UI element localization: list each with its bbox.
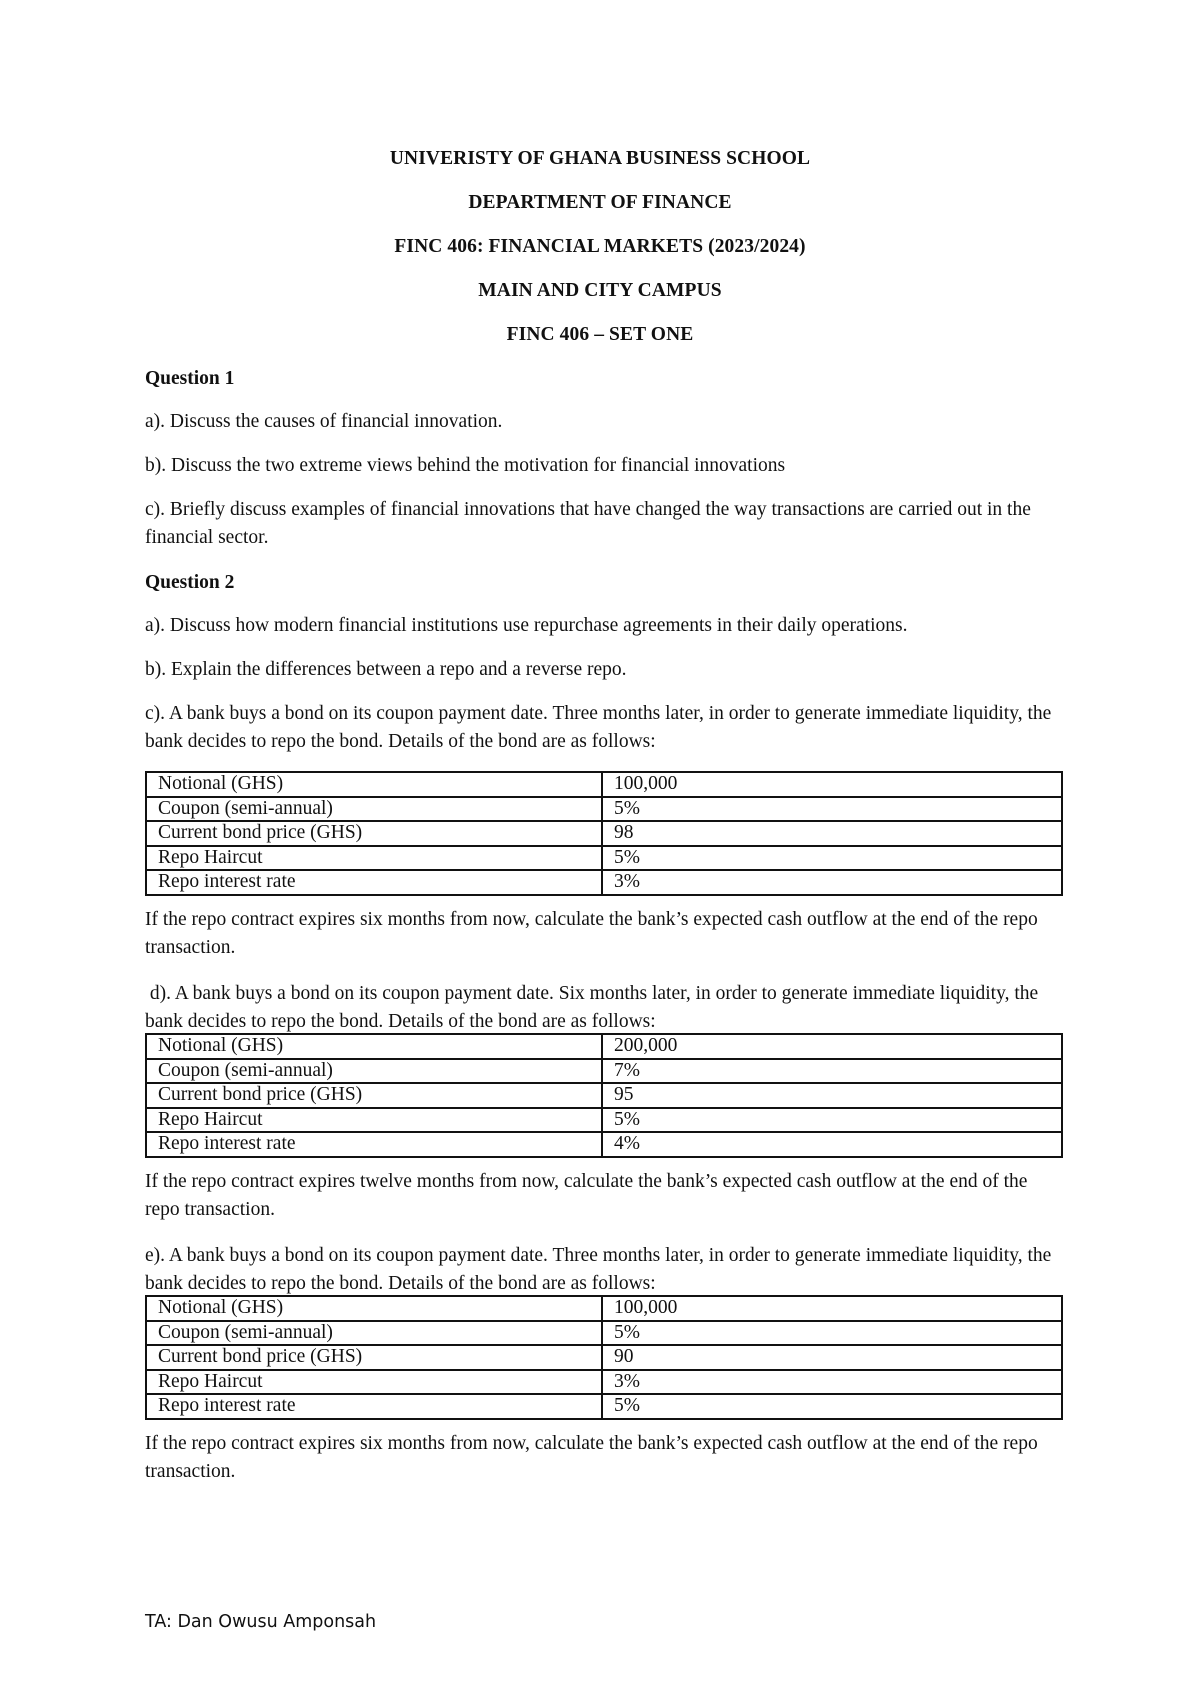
table-row [146,1083,1062,1108]
table-label: Coupon (semi-annual) [146,797,602,822]
table-label: Coupon (semi-annual) [146,1321,602,1346]
table-value: 5% [602,846,1062,871]
table-row [146,1394,1062,1419]
q1-part-b: b). Discuss the two extreme views behind the motivation for financial innovations [145,455,786,476]
q2-part-c-outro: If the repo contract expires six months from now, calculate the bank’s expected cash outflow at the end of the repo transaction. [145,909,1038,958]
table-value: 5% [602,1321,1062,1346]
table-value: 5% [602,1394,1062,1419]
table-label: Current bond price (GHS) [146,821,602,846]
question-1-title: Question 1 [145,368,235,389]
q2-part-a: a). Discuss how modern financial institutions use repurchase agreements in their daily operations. [145,615,908,636]
question-2-title: Question 2 [145,572,235,593]
table-value: 98 [602,821,1062,846]
table-value: 3% [602,1370,1062,1395]
table-value: 3% [602,870,1062,895]
table-value: 100,000 [602,772,1062,797]
q2-part-e-outro: If the repo contract expires six months from now, calculate the bank’s expected cash outflow at the end of the repo transaction. [145,1433,1038,1482]
set-heading: FINC 406 – SET ONE [506,324,694,345]
table-row [146,1345,1062,1370]
table-label: Notional (GHS) [146,772,602,797]
q1-part-a: a). Discuss the causes of financial innovation. [145,411,503,432]
table-value: 95 [602,1083,1062,1108]
table-value: 90 [602,1345,1062,1370]
table-label: Repo Haircut [146,1370,602,1395]
table-label: Repo Haircut [146,846,602,871]
campus-heading: MAIN AND CITY CAMPUS [478,280,722,301]
table-row [146,870,1062,895]
table-row [146,846,1062,871]
table-row [146,1034,1062,1059]
table-row [146,1132,1062,1157]
table-value: 5% [602,1108,1062,1133]
table-label: Current bond price (GHS) [146,1345,602,1370]
table-value: 4% [602,1132,1062,1157]
table-label: Repo interest rate [146,870,602,895]
q2-part-c-intro: c). A bank buys a bond on its coupon payment date. Three months later, in order to generate immediate liquidity, the bank decides to repo the bond. Details of the bond are as follows: [145,703,1052,752]
course-heading: FINC 406: FINANCIAL MARKETS (2023/2024) [394,236,806,257]
table-row [146,1370,1062,1395]
table-label: Repo interest rate [146,1394,602,1419]
table-label: Current bond price (GHS) [146,1083,602,1108]
bond-table-c [145,771,1063,896]
table-row [146,797,1062,822]
bond-table-e [145,1295,1063,1420]
table-row [146,1296,1062,1321]
q2-part-e-intro: e). A bank buys a bond on its coupon payment date. Three months later, in order to generate immediate liquidity, the bank decides to repo the bond. Details of the bond are as follows: [145,1245,1052,1294]
table-row [146,1108,1062,1133]
department-heading: DEPARTMENT OF FINANCE [468,192,732,213]
table-row [146,1321,1062,1346]
q2-part-b: b). Explain the differences between a repo and a reverse repo. [145,659,627,680]
table-label: Notional (GHS) [146,1034,602,1059]
table-row [146,821,1062,846]
q1-part-c: c). Briefly discuss examples of financial innovations that have changed the way transactions are carried out in the financial sector. [145,499,1031,548]
table-value: 5% [602,797,1062,822]
table-label: Notional (GHS) [146,1296,602,1321]
table-label: Coupon (semi-annual) [146,1059,602,1084]
table-value: 100,000 [602,1296,1062,1321]
table-label: Repo Haircut [146,1108,602,1133]
ta-footer: TA: Dan Owusu Amponsah [145,1612,377,1632]
table-value: 200,000 [602,1034,1062,1059]
table-label: Repo interest rate [146,1132,602,1157]
university-heading: UNIVERISTY OF GHANA BUSINESS SCHOOL [389,148,811,169]
q2-part-d-outro: If the repo contract expires twelve months from now, calculate the bank’s expected cash outflow at the end of the repo transaction. [145,1171,1028,1220]
q2-part-d-intro: d). A bank buys a bond on its coupon payment date. Six months later, in order to generate immediate liquidity, the bank decides to repo the bond. Details of the bond are as follows: [145,983,1044,1032]
table-value: 7% [602,1059,1062,1084]
table-row [146,772,1062,797]
table-row [146,1059,1062,1084]
bond-table-d [145,1033,1063,1158]
